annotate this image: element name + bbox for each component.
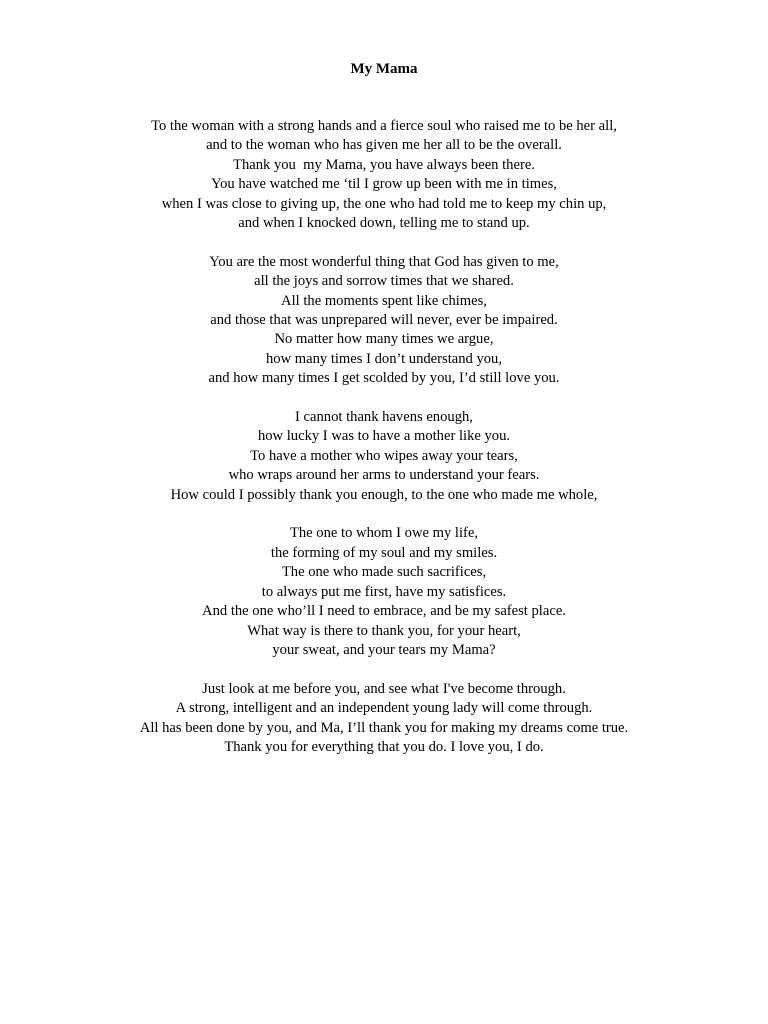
poem-line: Thank you for everything that you do. I love you, I do. bbox=[224, 738, 544, 755]
stanza-2 bbox=[0, 253, 768, 389]
poem-line: To the woman with a strong hands and a fierce soul who raised me to be her all, bbox=[151, 118, 617, 134]
poem-line: You are the most wonderful thing that God has given to me, bbox=[209, 253, 559, 270]
poem-line: The one who made such sacrifices, bbox=[281, 564, 487, 581]
poem-line: How could I possibly thank you enough, to the one who made me whole, bbox=[170, 486, 598, 503]
stanza-5 bbox=[0, 680, 768, 758]
poem-line: A strong, intelligent and an independent young lady will come through. bbox=[175, 700, 593, 717]
stanza-4 bbox=[0, 524, 768, 660]
poem-line: To have a mother who wipes away your tears, bbox=[250, 447, 518, 464]
poem-line: how many times I don’t understand you, bbox=[265, 350, 503, 367]
poem-line: and when I knocked down, telling me to stand up. bbox=[238, 215, 530, 232]
stanza-3 bbox=[0, 408, 768, 505]
poem-line: and how many times I get scolded by you, I’d still love you. bbox=[208, 370, 560, 387]
poem-line: the forming of my soul and my smiles. bbox=[270, 544, 498, 561]
poem-line: And the one who’ll I need to embrace, and be my safest place. bbox=[202, 603, 566, 620]
poem-line: all the joys and sorrow times that we shared. bbox=[254, 273, 514, 290]
poem-line: All has been done by you, and Ma, I’ll thank you for making my dreams come true. bbox=[139, 719, 629, 736]
poem-line: You have watched me ‘til I grow up been with me in times, bbox=[211, 176, 557, 193]
poem-body bbox=[0, 117, 768, 777]
poem-line: I cannot thank havens enough, bbox=[295, 409, 473, 426]
poem-line: and those that was unprepared will never, ever be impaired. bbox=[210, 312, 558, 329]
poem-line: Thank you my Mama, you have always been there. bbox=[233, 156, 535, 173]
stanza-1 bbox=[0, 117, 768, 233]
poem-line: All the moments spent like chimes, bbox=[281, 292, 487, 309]
poem-line: who wraps around her arms to understand your fears. bbox=[228, 467, 540, 484]
poem-line: how lucky I was to have a mother like you. bbox=[257, 428, 511, 445]
poem-line: The one to whom I owe my life, bbox=[289, 525, 479, 542]
poem-line: Just look at me before you, and see what I've become through. bbox=[202, 680, 566, 697]
poem-title: My Mama bbox=[350, 61, 418, 77]
poem-line: to always put me first, have my satisfices. bbox=[261, 583, 507, 600]
poem-line: when I was close to giving up, the one who had told me to keep my chin up, bbox=[161, 195, 607, 212]
poem-line: your sweat, and your tears my Mama? bbox=[272, 641, 496, 658]
poem-line: No matter how many times we argue, bbox=[274, 331, 494, 348]
poem-line: What way is there to thank you, for your heart, bbox=[247, 622, 521, 639]
poem-line: and to the woman who has given me her all to be the overall. bbox=[206, 137, 562, 154]
